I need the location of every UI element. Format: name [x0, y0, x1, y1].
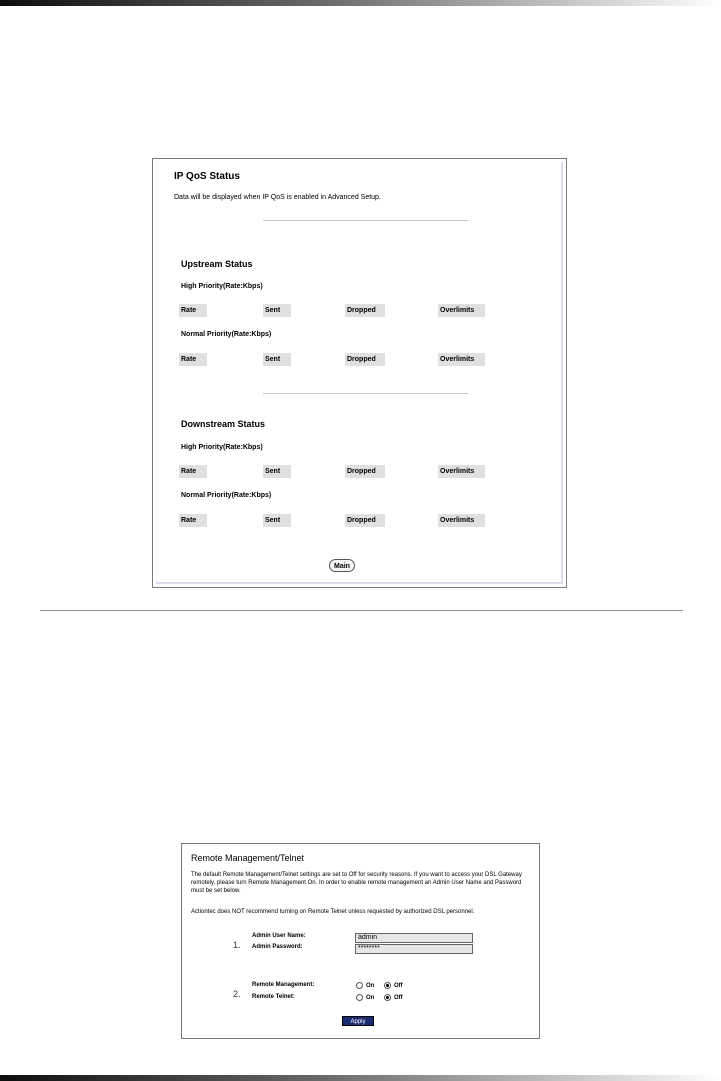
column-header-sent: Sent	[263, 304, 291, 317]
downstream-normal-priority-label: Normal Priority(Rate:Kbps)	[181, 492, 272, 499]
admin-password-input[interactable]	[355, 944, 473, 954]
page-title: IP QoS Status	[174, 171, 240, 182]
top-decorative-bar	[0, 0, 721, 6]
separator-rule	[263, 220, 468, 221]
remote-management-off-radio[interactable]	[384, 982, 391, 989]
step-number-1: 1.	[233, 940, 241, 950]
step-number-2: 2.	[233, 989, 241, 999]
upstream-normal-priority-label: Normal Priority(Rate:Kbps)	[181, 331, 272, 338]
remote-management-title: Remote Management/Telnet	[191, 853, 305, 863]
column-header-sent: Sent	[263, 514, 291, 527]
column-header-rate: Rate	[179, 465, 207, 478]
column-header-rate: Rate	[179, 514, 207, 527]
remote-telnet-warning: Actiontec does NOT recommend turning on Remote Telnet unless requested by authorized DSL personnel.	[191, 909, 475, 915]
page-divider	[40, 610, 683, 611]
bottom-decorative-bar	[0, 1075, 721, 1081]
upstream-high-priority-label: High Priority(Rate:Kbps)	[181, 283, 263, 290]
column-header-overlimits: Overlimits	[438, 465, 485, 478]
remote-telnet-off-label: Off	[394, 995, 403, 1001]
ip-qos-status-panel	[152, 158, 567, 588]
separator-rule	[263, 393, 468, 394]
column-header-rate: Rate	[179, 353, 207, 366]
upstream-status-heading: Upstream Status	[181, 259, 253, 269]
column-header-sent: Sent	[263, 465, 291, 478]
downstream-status-heading: Downstream Status	[181, 419, 266, 429]
admin-user-name-input[interactable]	[355, 933, 473, 943]
column-header-overlimits: Overlimits	[438, 514, 485, 527]
column-header-rate: Rate	[179, 304, 207, 317]
admin-password-label: Admin Password:	[252, 944, 303, 950]
column-header-dropped: Dropped	[345, 465, 385, 478]
downstream-high-priority-label: High Priority(Rate:Kbps)	[181, 444, 263, 451]
column-header-dropped: Dropped	[345, 304, 385, 317]
column-header-overlimits: Overlimits	[438, 304, 485, 317]
column-header-dropped: Dropped	[345, 353, 385, 366]
remote-management-label: Remote Management:	[252, 982, 315, 988]
column-header-sent: Sent	[263, 353, 291, 366]
column-header-overlimits: Overlimits	[438, 353, 485, 366]
remote-management-off-label: Off	[394, 983, 403, 989]
remote-telnet-off-radio[interactable]	[384, 994, 391, 1001]
remote-telnet-on-label: On	[366, 995, 375, 1001]
main-button[interactable]: Main	[329, 559, 355, 572]
remote-telnet-label: Remote Telnet:	[252, 994, 295, 1000]
qos-description: Data will be displayed when IP QoS is enabled in Advanced Setup.	[174, 194, 381, 201]
remote-management-on-label: On	[366, 983, 375, 989]
apply-button[interactable]: Apply	[342, 1016, 374, 1026]
remote-management-on-radio[interactable]	[356, 982, 363, 989]
remote-management-description: The default Remote Management/Telnet settings are set to Off for security reasons. If you want to access your DSL Gateway remotely, please turn Remote Management On. In order to enable remote management an Admin User Name and Password must be set below.	[191, 872, 522, 894]
column-header-dropped: Dropped	[345, 514, 385, 527]
remote-telnet-on-radio[interactable]	[356, 994, 363, 1001]
admin-user-name-label: Admin User Name:	[252, 933, 306, 939]
remote-management-panel	[181, 843, 540, 1039]
